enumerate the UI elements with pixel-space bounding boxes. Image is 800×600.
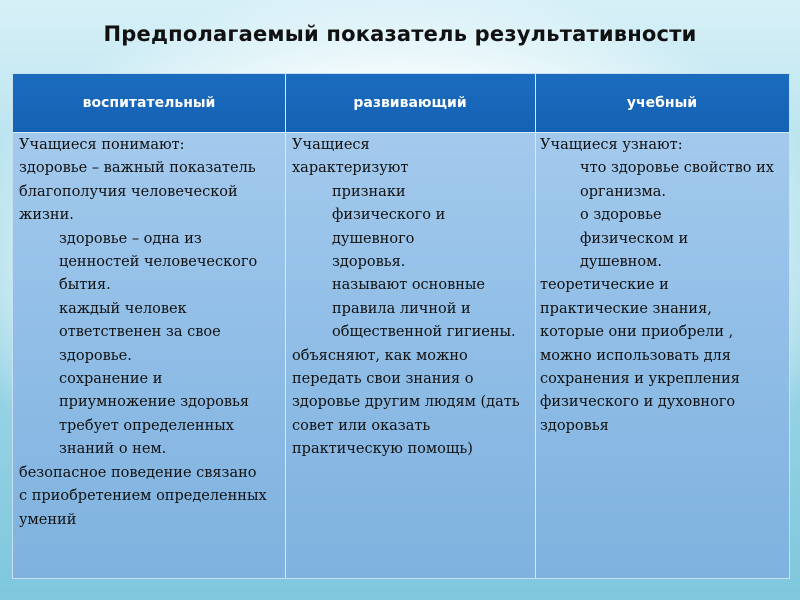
column-divider bbox=[535, 74, 536, 578]
list-item: что здоровье свойство их организма. bbox=[580, 160, 774, 200]
list-item: здоровье – важный показатель благополучия человеческой жизни. bbox=[19, 160, 256, 224]
list-item: сохранение и приумножение здоровья требует определенных знаний о нем. bbox=[59, 371, 250, 458]
header-cell-learning: учебный bbox=[626, 95, 698, 111]
page-title: Предполагаемый показатель результативности bbox=[103, 22, 697, 46]
list-item: объясняют, как можно передать свои знания о здоровье другим людям (дать совет или оказать практическую помощь) bbox=[292, 347, 520, 458]
list-item: каждый человек ответственен за свое здоровье. bbox=[59, 300, 221, 364]
body-cell-educational bbox=[19, 134, 281, 532]
body-cell-learning bbox=[540, 134, 788, 438]
results-table bbox=[12, 73, 790, 579]
list-item: Учащиеся понимают: bbox=[19, 137, 185, 153]
column-divider bbox=[285, 74, 286, 578]
header-divider bbox=[13, 132, 789, 133]
header-cell-educational: воспитательный bbox=[82, 95, 216, 111]
table-header-row bbox=[13, 74, 789, 132]
list-item: о здоровье физическом и душевном. bbox=[580, 207, 689, 271]
list-item: признаки физического и душевного здоровья. bbox=[332, 183, 446, 271]
list-item: Учащиеся характеризуют bbox=[292, 137, 409, 177]
body-cell-developing bbox=[292, 134, 532, 462]
list-item: Учащиеся узнают: bbox=[540, 137, 683, 153]
list-item: здоровье – одна из ценностей человеческого бытия. bbox=[59, 230, 258, 294]
list-item: теоретические и практические знания, которые они приобрели , можно использовать для сохранения и укрепления физического и духовного здоровья bbox=[540, 277, 740, 434]
list-item: называют основные правила личной и общественной гигиены. bbox=[332, 277, 516, 341]
header-cell-developing: развивающий bbox=[353, 95, 467, 111]
list-item: безопасное поведение связано с приобретением определенных умений bbox=[19, 464, 267, 528]
